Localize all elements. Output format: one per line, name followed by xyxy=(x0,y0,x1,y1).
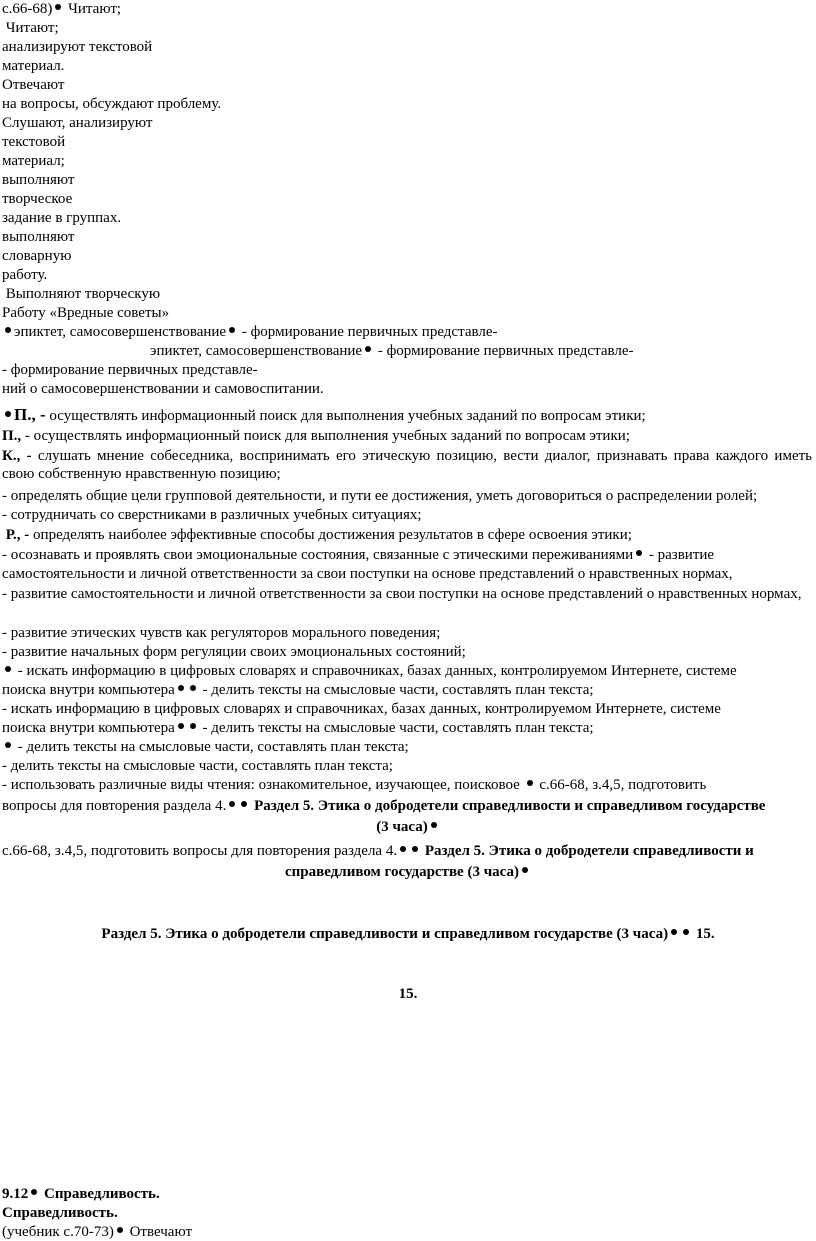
bullet-icon xyxy=(117,1227,123,1233)
text-line: с.66-68, з.4,5, подготовить вопросы для повторения раздела 4. Раздел 5. Этика о добродетели справедливости и xyxy=(2,843,754,859)
text-line: 9.12 Справедливость. xyxy=(2,1186,160,1202)
bullet-icon xyxy=(229,327,235,333)
bullet-icon xyxy=(527,780,533,786)
bullet-icon xyxy=(5,327,11,333)
text-line: эпиктет, самосовершенствование - формирование первичных представле- xyxy=(2,323,498,341)
bullet-icon xyxy=(5,742,11,748)
text-line: - развитие начальных форм регуляции своих эмоциональных состояний; xyxy=(2,644,466,660)
text-line: материал. xyxy=(2,58,65,74)
text-line: материал; xyxy=(2,153,65,169)
text-line: анализируют текстовой xyxy=(2,39,153,55)
section-heading: Раздел 5. Этика о добродетели справедливости и справедливом государстве (3 часа) 15. xyxy=(101,926,715,942)
text-line: задание в группах. xyxy=(2,210,122,226)
text-line: текстовой xyxy=(2,134,66,150)
bullet-icon xyxy=(190,723,196,729)
text-line: с.66-68) Читают; xyxy=(2,1,122,17)
text-line: вопросы для повторения раздела 4. Раздел 5. Этика о добродетели справедливости и справедливом государстве xyxy=(2,798,766,814)
text-line: самостоятельности и личной ответственности за свои поступки на основе представлений о нравственных нормах, xyxy=(2,566,733,582)
text-paragraph: К., - слушать мнение собеседника, воспринимать его этическую позицию, вести диалог, признавать права каждого иметь свою собственную нравственную позицию; xyxy=(2,448,813,482)
text-line: поиска внутри компьютера - делить тексты на смысловые части, составлять план текста; xyxy=(2,720,594,736)
text-line: - формирование первичных представле- xyxy=(2,362,258,378)
text-line: П., - осуществлять информационный поиск для выполнения учебных заданий по вопросам этики; xyxy=(2,406,646,425)
text-line: - делить тексты на смысловые части, составлять план текста; xyxy=(2,738,409,756)
bullet-icon xyxy=(5,411,11,417)
text-line: - искать информацию в цифровых словарях и справочниках, базах данных, контролируемом Интернете, системе xyxy=(2,662,737,680)
text-line: - искать информацию в цифровых словарях и справочниках, базах данных, контролируемом Интернете, системе xyxy=(2,701,721,717)
text-line: поиска внутри компьютера - делить тексты на смысловые части, составлять план текста; xyxy=(2,682,594,698)
text-line: Слушают, анализируют xyxy=(2,115,153,131)
text-line: Справедливость. xyxy=(2,1205,118,1221)
bullet-icon xyxy=(636,550,642,556)
text-line: работу. xyxy=(2,267,48,283)
text-line: словарную xyxy=(2,248,72,264)
text-line: - определять общие цели групповой деятельности, и пути ее достижения, уметь договориться о распределении ролей; xyxy=(2,488,758,504)
bullet-icon xyxy=(5,666,11,672)
text-line: Выполняют творческую xyxy=(5,286,161,302)
bullet-icon xyxy=(229,801,235,807)
bullet-icon xyxy=(190,685,196,691)
text-line: справедливом государстве (3 часа) xyxy=(0,863,816,881)
bullet-icon xyxy=(31,1189,37,1195)
text-line: Читают; xyxy=(5,20,59,36)
bullet-icon xyxy=(241,801,247,807)
bullet-icon xyxy=(178,685,184,691)
bullet-icon xyxy=(683,929,689,935)
text-line: П., - осуществлять информационный поиск для выполнения учебных заданий по вопросам этики; xyxy=(2,428,630,444)
text-line: эпиктет, самосовершенствование - формирование первичных представле- xyxy=(150,343,634,359)
text-line: ний о самосовершенствовании и самовоспитании. xyxy=(2,381,324,397)
text-line: на вопросы, обсуждают проблему. xyxy=(2,96,222,112)
text-line: (3 часа) xyxy=(0,818,816,836)
text-line: - осознавать и проявлять свои эмоциональные состояния, связанные с этическими переживаниями - развитие xyxy=(2,547,715,563)
bullet-icon xyxy=(412,846,418,852)
text-line: Отвечают xyxy=(2,77,65,93)
text-line: - сотрудничать со сверстниками в различных учебных ситуациях; xyxy=(2,507,422,523)
text-line: - развитие этических чувств как регуляторов морального поведения; xyxy=(2,625,441,641)
section-number: 15. xyxy=(398,986,418,1002)
text-line: творческое xyxy=(2,191,73,207)
text-paragraph: - развитие самостоятельности и личной ответственности за свои поступки на основе представлений о нравственных нормах, xyxy=(2,586,802,602)
bullet-icon xyxy=(55,4,61,10)
bullet-icon xyxy=(178,723,184,729)
text-line: выполняют xyxy=(2,229,75,245)
bullet-icon xyxy=(400,846,406,852)
text-line: - делить тексты на смысловые части, составлять план текста; xyxy=(2,758,393,774)
text-line: выполняют xyxy=(2,172,75,188)
bullet-icon xyxy=(431,822,437,828)
text-line: Работу «Вредные советы» xyxy=(2,305,170,321)
bullet-icon xyxy=(522,867,528,873)
text-line: Р., - определять наиболее эффективные способы достижения результатов в сфере освоения этики; xyxy=(5,527,632,543)
text-line: - использовать различные виды чтения: ознакомительное, изучающее, поисковое с.66-68, з.4,5, подготовить xyxy=(2,777,707,793)
bullet-icon xyxy=(671,929,677,935)
bullet-icon xyxy=(365,346,371,352)
text-line: (учебник с.70-73) Отвечают xyxy=(2,1224,193,1240)
